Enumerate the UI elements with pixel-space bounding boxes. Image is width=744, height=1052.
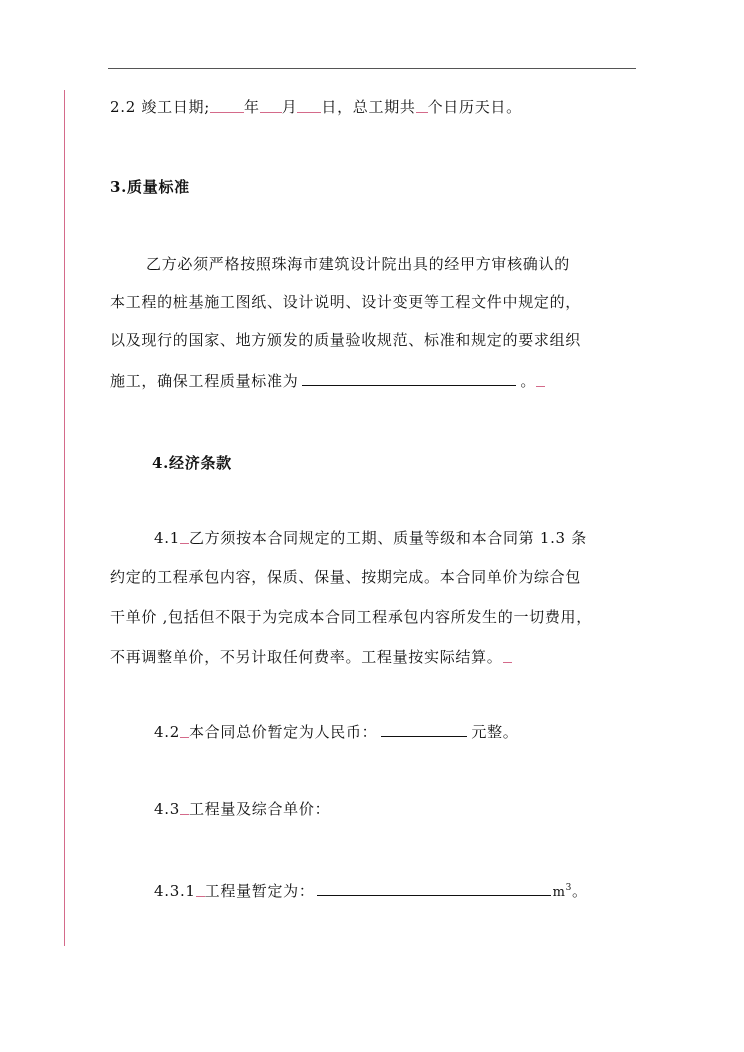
- unit-exponent: 3: [565, 883, 573, 893]
- s3-line-3: 以及现行的国家、地方颁发的质量验收规范、标准和规定的要求组织: [110, 331, 582, 349]
- c41-line-2: 约定的工程承包内容，保质、保量、按期完成。本合同单价为综合包: [110, 568, 582, 586]
- c43-line: [154, 799, 330, 819]
- calendar-days-text: 个日历天日。: [427, 98, 522, 116]
- c43-number: 4.3: [154, 800, 180, 818]
- c431-text: 工程量暂定为：: [204, 882, 315, 900]
- section-3-heading: 3.质量标准: [110, 178, 190, 196]
- month-blank[interactable]: [260, 104, 282, 113]
- day-blank[interactable]: [297, 104, 321, 113]
- revision-bar: [64, 90, 65, 946]
- c41-line-4: [110, 647, 512, 667]
- c41-text-1: 乙方须按本合同规定的工期、质量等级和本合同第 1.3 条: [188, 529, 587, 547]
- s3-line-4: [110, 371, 545, 391]
- quality-standard-blank[interactable]: [302, 371, 516, 386]
- header-rule: [108, 68, 636, 69]
- edit-mark: [180, 806, 189, 815]
- c41-line-3: 干单价 ,包括但不限于为完成本合同工程承包内容所发生的一切费用，: [110, 608, 592, 626]
- c431-number: 4.3.1: [154, 882, 196, 900]
- day-text: 日: [321, 98, 338, 116]
- quantity-blank[interactable]: [317, 881, 551, 896]
- month-text: 月: [281, 98, 298, 116]
- c42-text: 本合同总价暂定为人民币：: [188, 723, 378, 741]
- edit-mark: [536, 378, 545, 387]
- edit-mark: [196, 888, 205, 897]
- duration-blank[interactable]: [416, 104, 428, 113]
- total-duration-text: ，总工期共: [337, 98, 416, 116]
- total-price-blank[interactable]: [381, 722, 467, 737]
- completion-date-line: [110, 97, 522, 117]
- quality-standard-label: 施工，确保工程质量标准为: [110, 372, 299, 390]
- s3-line-2: 本工程的桩基施工图纸、设计说明、设计变更等工程文件中规定的，: [110, 293, 582, 311]
- edit-mark: [503, 654, 512, 663]
- c42-number: 4.2: [154, 723, 180, 741]
- edit-mark: [180, 535, 189, 544]
- unit-m: m: [552, 885, 566, 900]
- s3-line-1: 乙方必须严格按照珠海市建筑设计院出具的经甲方审核确认的: [146, 255, 570, 273]
- c41-number: 4.1: [154, 529, 180, 547]
- completion-label: 2.2 竣工日期;: [110, 98, 210, 116]
- section-4-heading: 4.经济条款: [152, 454, 232, 472]
- c431-period: 。: [572, 882, 588, 900]
- edit-mark: [180, 729, 189, 738]
- year-blank[interactable]: [210, 104, 244, 113]
- c43-text: 工程量及综合单价：: [188, 800, 331, 818]
- c42-line: [154, 722, 518, 742]
- c41-line-1: [154, 528, 587, 548]
- c42-suffix: 元整。: [471, 723, 519, 741]
- year-text: 年: [243, 98, 260, 116]
- quality-standard-period: 。: [520, 372, 537, 390]
- c41-text-4: 不再调整单价，不另计取任何费率。工程量按实际结算。: [110, 648, 503, 666]
- c431-line: [154, 878, 588, 903]
